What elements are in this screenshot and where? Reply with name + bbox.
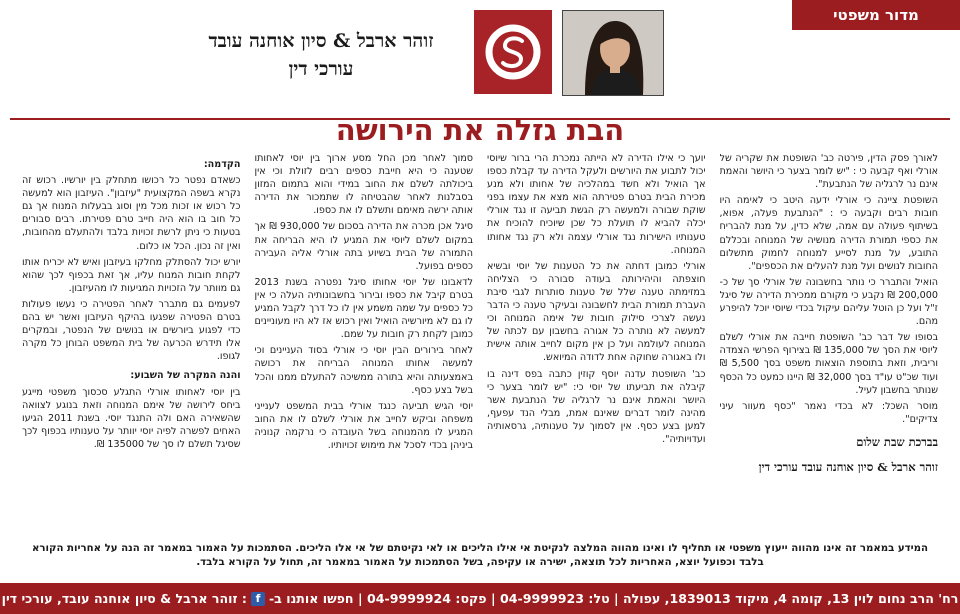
article-paragraph: השופטת ציינה כי אורלי ידעה היטב כי לאימה היו חובות רבים וקבעה כי : "הנתבעת פעלה, אפוא, בשיתוף פעולה עם אמה, שלא כדין, על מנת להבריח את כספי תמורת הדירה מנושיה של המנוחה ובכללם התובע, על מנת לסייע למנוחה לחמוק מתשלום החובות לנושים ועל מנת להעלים את הכספים". — [719, 195, 938, 272]
article-body — [22, 152, 938, 534]
footer-separator: | — [353, 591, 367, 606]
section-label: מדור משפטי — [833, 6, 919, 24]
facebook-icon[interactable]: f — [251, 592, 265, 606]
article-paragraph: לאחר בירורים הבין יוסי כי אורלי בסוד העניינים וכי למעשה אחותו המנוחה הבריחה את רכושה באמצעותה והיא בתורה ממשיכה להתעלם ממנו והכל בשל בצע כסף. — [254, 345, 473, 396]
article-subheading: הקדמה: — [203, 159, 241, 170]
footer-phone: טל: 04-9999923 — [499, 591, 610, 606]
author-photo-illustration — [563, 11, 663, 95]
article-paragraph: יוסי הגיש תביעה כנגד אורלי בבית המשפט לענייני משפחה וביקש לחייב את אורלי לשלם לו את החוב המגיע לו מהמנוחה בשל העובדה כי נרקמה קנוניה ביניהן בכדי לסכל את מימוש זכויותיו. — [254, 400, 473, 451]
article-paragraph: יועך כי אילו הדירה לא הייתה נמכרת הרי ברור שיוסי יכול לתבוע את היורשים ולעקל הדירה עד קבלת כספו אך הואיל ולא חשד במהלכיה של אחותו ולא מנע מכירת הבית בטרם פטירתה הוא מצא את עצמו בפני שוקת שבורה ולמעשה רק הגשת תביעה זו נגד אורלי יכלה להביא לו תועלת כל שכן שיוכיח להוכיח את טענותיו הישירות נגד אורלי עצמה ולא רק נגד אחותו המנוחה. — [487, 153, 706, 256]
footer-address: רח' הרב נחום לוין 13, קומה 4, מיקוד 1839013, עפולה — [623, 591, 959, 606]
author-photo — [562, 10, 664, 96]
footer-separator: | — [609, 591, 624, 606]
article-paragraph: מוסר השכל: לא בכדי נאמר "כסף מעוור עיני צדיקים". — [719, 400, 938, 425]
article-column-4 — [720, 152, 939, 534]
article-column-3 — [487, 152, 706, 534]
firm-logo — [474, 10, 552, 94]
footer-fax: פקס: 04-9999924 — [366, 591, 487, 606]
article-paragraph: לאורך פסק הדין, פירטה כב' השופטת את שקריה של אורלי ואף קבעה כי : "יש לומר בצער כי היושר והאמת אינם נר לרגליה של הנתבעת". — [719, 153, 938, 191]
article-signoff: בברכת שבת שלום — [856, 434, 938, 449]
article-paragraph: בין יוסי לאחותו אורלי התגלע סכסוך משפטי מייגע ביחס לירושה של אימם המנוחה וזאת בנוגע לצוואה שהשאירה האם ולה התנגד יוסי. בשנת 2011 הגיעו האחים לפשרה לפיה יוסי יוותר על טענותיו בכפוף לכך שסיגל תשלם לו סך של 135000 ₪. — [22, 386, 241, 450]
legal-disclaimer: המידע במאמר זה אינו מהווה ייעוץ משפטי או תחליף לו ואינו מהווה המלצה לנקיטת אי אילו הליכים או לאי נקיטתם של אי אלו הליכים. הסתמכות על האמור במאמר זה הנה על אחריות הקורא בלבד וכפועל יוצא, האחריות לכל תוצאה, ישירה או עקיפה, בשל הסתמכות על האמור במאמר זה, תחול על הקורא בלבד. — [31, 543, 929, 568]
article-paragraph: כשאדם נפטר כל רכושו מתחלק בין יורשיו. רכוש זה נקרא בשפה המקצועית "עיזבון". העיזבון הוא למעשה כל רכוש או זכות מכל מין וסוג בבעלות המנוח אך גם כל חוב בו הוא היה חייב טרם פטירתו. רבים סבורים בטעות כי ניתן לרשת זכויות בלבד ולהתעלם מהחובות, ואין זה נכון. הכל או כלום. — [22, 175, 241, 252]
firm-logo-mark — [483, 22, 543, 82]
section-badge — [792, 0, 960, 30]
article-paragraph: אורלי כמובן דחתה את כל הטענות של יוסי ובשיא חוצפתה והיהירותה בעודה סבורה כי הצליחה במזימתה טענה שלל של טענות סותרות לגבי סיבת העברת תמורת הבית לחשבונה ובעיקר טענה כי הדבר נעשה לצרכי סילוק חובות של אימה המנוחה וכי למעשה לא נותרה כל אגורה בחשבון עם לכתה של המנוחה לעולמה ועל כן אין מקום לחייב אותה אישית ולו באגורה שחוקה אחת לדודה המיואש. — [487, 260, 706, 364]
article-paragraph: הואיל והתברר כי נותר בחשבונה של אורלי סך של כ- 200,000 ₪ נקבע כי מקורם ממכירת הדירה של סיגל ז"ל ועל כן הוטל עליהם עיקול בכדי שיוסי יוכל להיפרע מהם. — [719, 276, 938, 328]
article-paragraph: יורש יכול להסתלק מחלקו בעיזבון ואיש לא יכריח אותו לקחת חובות המנוח עליו, אך זאת בכפוף לכך שהוא גם מוותר על הזכויות המגיעות לו מהעיזבון. — [22, 256, 241, 294]
article-column-1 — [22, 152, 241, 534]
contact-footer — [0, 583, 960, 614]
firm-name: זוהר ארבל & סיון אוחנה עובד — [208, 30, 434, 52]
article-signoff: זוהר ארבל & סיון אוחנה עובד עורכי דין — [758, 459, 938, 474]
article-paragraph: לפעמים גם מתברר לאחר הפטירה כי נעשו פעולות בטרם הפטירה שפגעו בהיקף העיזבון ואשר יש בהם כדי לפגוע ביורשים או בנושים של הנפטר, ובמקרים אלו תידרש הכרעה של בית המשפט הבוחן כל מקרה לגופו. — [22, 298, 241, 363]
article-paragraph: לדאבונו של יוסי אחותו סיגל נפטרה בשנת 2013 בטרם קיבל את כספו ובירור בחשבונותיה העלה כי אין כל כספים על שמה משמע אין לו כל דרך לקבל המגיע לו גם לא מיורשיה הואיל ואין רכוש אז לא היו מעוניינים כמובן לקחת רק חובות על שמם. — [254, 276, 473, 341]
article-column-2 — [255, 152, 474, 534]
footer-facebook-text: חפשו אותנו ב- — [268, 591, 354, 606]
footer-firm: : זוהר ארבל & סיון אוחנה עובד, עורכי דין — [1, 591, 247, 606]
article-paragraph: סמוך לאחר מכן החל מסע ארוך בין יוסי לאחותו שטענה כי היא חייבת כספים רבים לזולת וכי אין ביכולתה לשלם את החוב במידי והוא בתמום המזון בסבלנות לאחר שהבטיחה לו שתמכור את הדירה אותה ירשה מאימם ותשלם לו את כספו. — [254, 153, 473, 217]
article-subheading: והנה המקרה של השבוע: — [130, 370, 241, 382]
article-headline: הבת גזלה את הירושה — [335, 113, 625, 147]
footer-separator: | — [486, 591, 500, 606]
firm-subtitle: עורכי דין — [288, 58, 354, 80]
article-paragraph: בסופו של דבר כב' השופטת חייבה את אורלי לשלם ליוסי את הסך של 135,000 ₪ בצירוף הפרשי הצמדה וריבית, וזאת בתוספת הוצאות משפט בסך 5,500 ₪ ועוד שכ"ט עו"ד בסך 32,000 ₪ היינו כמעט כל הכסף שנותר בחשבון לעיל. — [719, 332, 938, 396]
article-paragraph: סיגל אכן מכרה את הדירה בסכום של 930,000 ₪ אך במקום לשלם ליוסי את המגיע לו היא הבריחה את התמורה של הבית בשיוע בתה אורלי אליה העבירה כספים בפועל. — [254, 221, 473, 272]
article-paragraph: כב' השופטת עדנה יוסף קוזין כתבה בפס דינה בו קיבלה את תביעתו של יוסי כי: "יש לומר בצער כי היושר והאמת אינם נר לרגליה של הנתבעת אשר מהינה לומר דברים שאינם אמת, מבלי הנד עפעף, למען בצע כסף. אין לסמוך על טענותיה, גרסאותיה ועדויותיה". — [487, 368, 706, 445]
